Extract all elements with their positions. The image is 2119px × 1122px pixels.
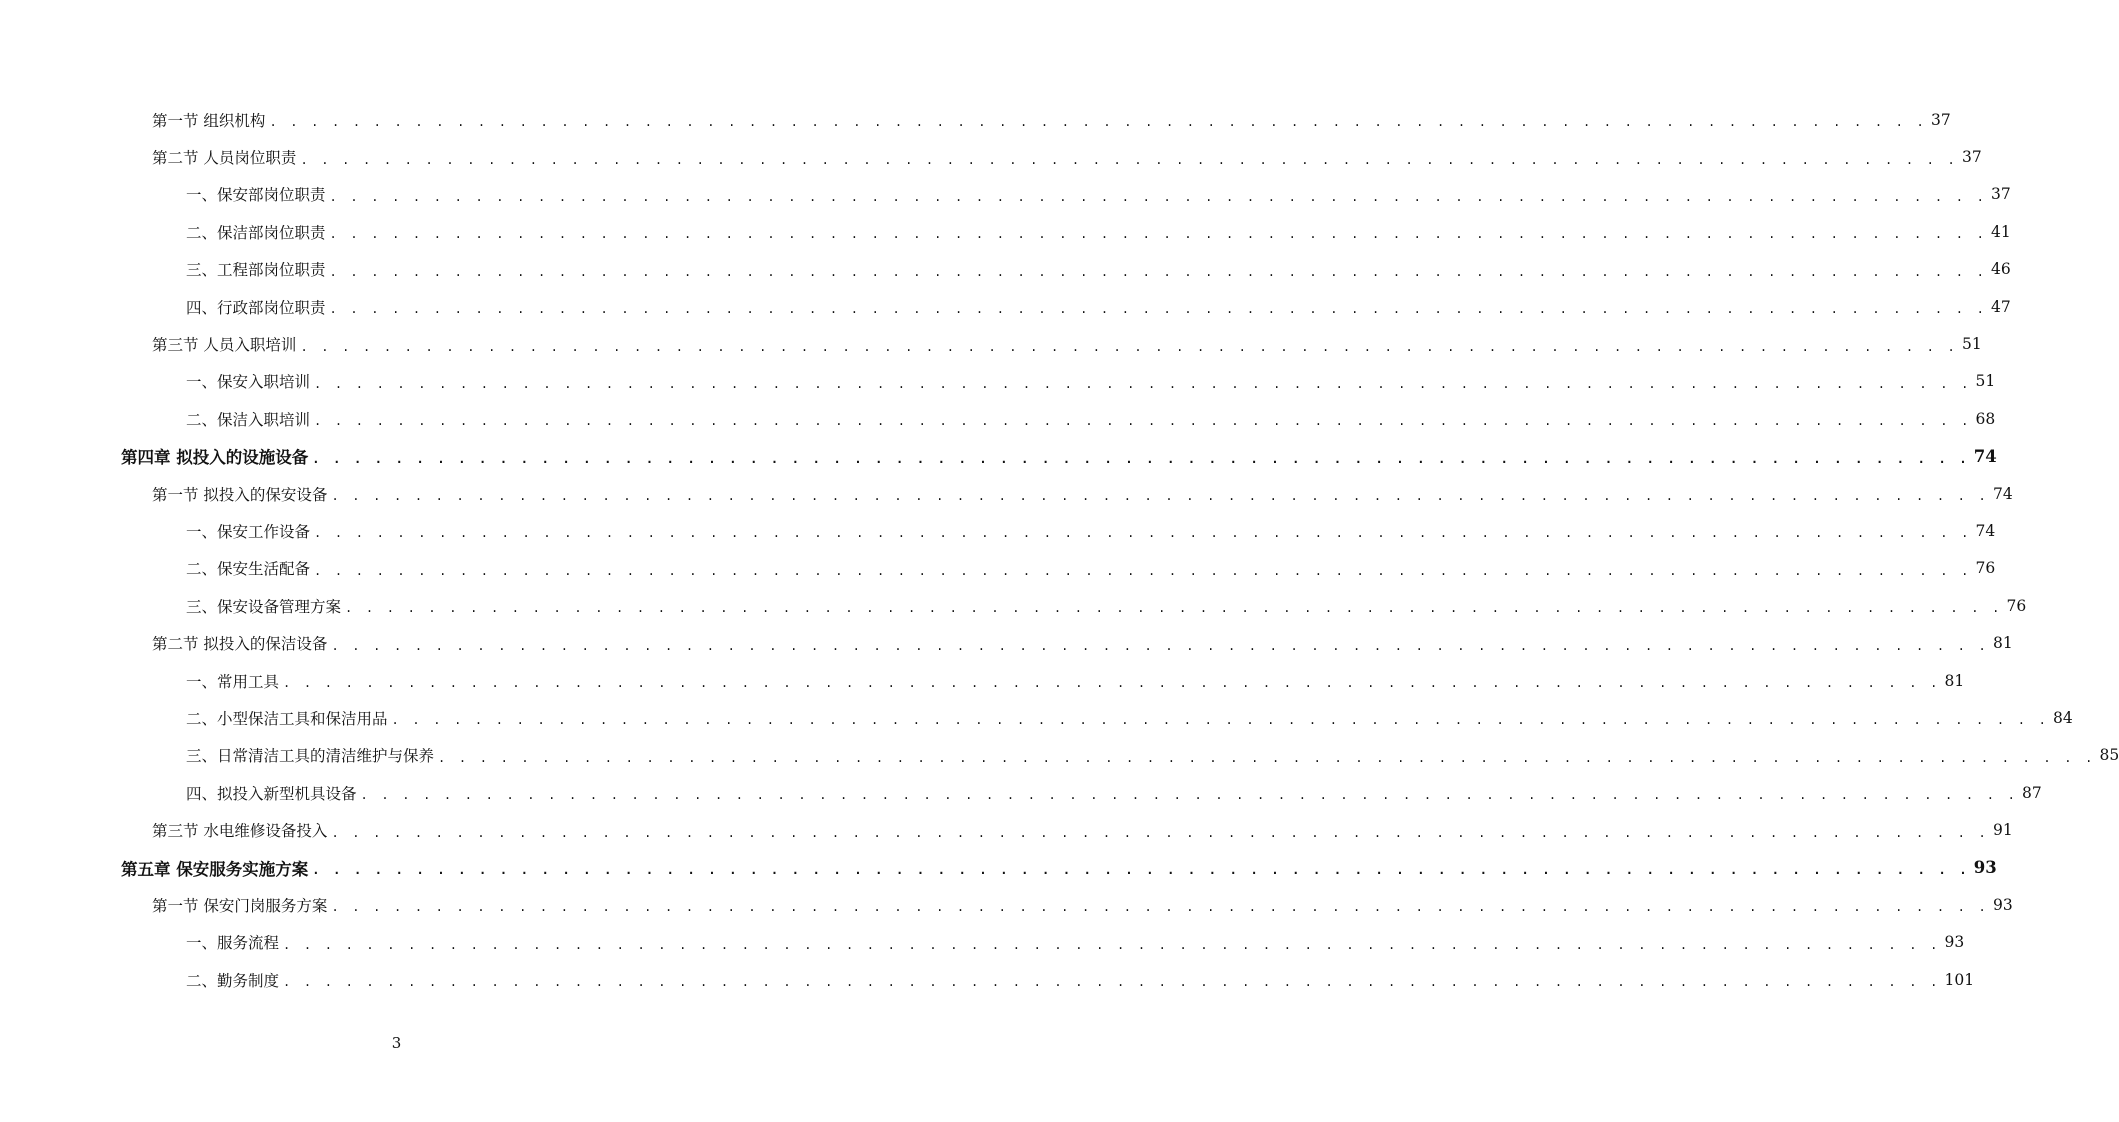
toc-subsection-entry[interactable] (0, 251, 2011, 288)
toc-entry-page-number: 74 (1975, 521, 1996, 540)
toc-chapter-entry[interactable] (0, 849, 1997, 886)
toc-section-entry[interactable] (0, 624, 2013, 661)
toc-entry-title: 一、保安入职培训 (186, 373, 311, 392)
toc-dot-leader: . . . . . . . . . . . . . . . . . . . . . . . . . . . . . . . . . . . . . . . . . . . . . . . . . . . . . . . . . . . . . . . . . . . . . . . . . . . . . . . . (331, 825, 1989, 840)
toc-dot-leader: . . . . . . . . . . . . . . . . . . . . . . . . . . . . . . . . . . . . . . . . . . . . . . . . . . . . . . . . . . . . . . . . . . . . . . . . . . . . . . . . (438, 750, 2096, 765)
toc-entry-title: 第三节 水电维修设备投入 (152, 822, 328, 841)
toc-section-entry[interactable] (0, 475, 2013, 512)
toc-section-entry[interactable] (0, 325, 1982, 362)
toc-subsection-entry[interactable] (0, 550, 1996, 587)
toc-dot-leader: . . . . . . . . . . . . . . . . . . . . . . . . . . . . . . . . . . . . . . . . . . . . . . . . . . . . . . . . . . . . . . . . . . . . . . . . . . . . . . . . (283, 975, 1941, 990)
toc-entry-page-number: 51 (1975, 372, 1996, 391)
toc-subsection-entry[interactable] (0, 699, 2073, 736)
toc-entry-page-number: 91 (1992, 821, 2013, 840)
toc-subsection-entry[interactable] (0, 774, 2042, 811)
toc-dot-leader: . . . . . . . . . . . . . . . . . . . . . . . . . . . . . . . . . . . . . . . . . . . . . . . . . . . . . . . . . . . . . . . . . . . . . . . . . . . . . . . . (329, 302, 1988, 317)
toc-entry-title: 一、保安部岗位职责 (186, 186, 326, 205)
table-of-contents (0, 101, 2119, 998)
toc-entry-title: 第四章 拟投入的设施设备 (121, 448, 309, 468)
toc-dot-leader: . . . . . . . . . . . . . . . . . . . . . . . . . . . . . . . . . . . . . . . . . . . . . . . . . . . . . . . . . . . . . . . . . . . . . . . . . . . . . . . . (391, 713, 2050, 728)
toc-entry-page-number: 37 (1961, 148, 1982, 167)
toc-section-entry[interactable] (0, 886, 2013, 923)
toc-section-entry[interactable] (0, 138, 1982, 175)
toc-entry-title: 二、保洁入职培训 (186, 410, 311, 429)
toc-dot-leader: . . . . . . . . . . . . . . . . . . . . . . . . . . . . . . . . . . . . . . . . . . . . . . . . . . . . . . . . . . . . . . . . . . . . . . . . . . . . . . . . (283, 937, 1941, 952)
toc-dot-leader: . . . . . . . . . . . . . . . . . . . . . . . . . . . . . . . . . . . . . . . . . . . . . . . . . . . . . . . . . . . . . . . . . . . . . . . . . . . . . . . . (300, 152, 1958, 167)
toc-subsection-entry[interactable] (0, 924, 1965, 961)
toc-entry-title: 四、拟投入新型机具设备 (186, 784, 357, 803)
toc-entry-page-number: 46 (1991, 260, 2011, 279)
toc-entry-page-number: 76 (2006, 596, 2027, 615)
toc-subsection-entry[interactable] (0, 213, 2011, 250)
toc-subsection-entry[interactable] (0, 961, 1975, 998)
toc-dot-leader: . . . . . . . . . . . . . . . . . . . . . . . . . . . . . . . . . . . . . . . . . . . . . . . . . . . . . . . . . . . . . . . . . . . . . . . . . . . . . . . . (283, 676, 1941, 691)
toc-dot-leader: . . . . . . . . . . . . . . . . . . . . . . . . . . . . . . . . . . . . . . . . . . . . . . . . . . . . . . . . . . . . . . . . . . . . . . . . . . . . . . . . (312, 863, 1970, 877)
toc-entry-page-number: 76 (1975, 559, 1996, 578)
toc-dot-leader: . . . . . . . . . . . . . . . . . . . . . . . . . . . . . . . . . . . . . . . . . . . . . . . . . . . . . . . . . . . . . . . . . . . . . . . . . . . . . . . . (329, 189, 1988, 204)
toc-entry-title: 二、小型保洁工具和保洁用品 (186, 709, 388, 728)
toc-subsection-entry[interactable] (0, 363, 1996, 400)
toc-entry-page-number: 37 (1930, 110, 1951, 129)
toc-entry-title: 三、日常清洁工具的清洁维护与保养 (186, 747, 435, 766)
toc-dot-leader: . . . . . . . . . . . . . . . . . . . . . . . . . . . . . . . . . . . . . . . . . . . . . . . . . . . . . . . . . . . . . . . . . . . . . . . . . . . . . . . . (314, 376, 1972, 391)
toc-entry-page-number: 101 (1944, 970, 1975, 989)
toc-entry-title: 二、保安生活配备 (186, 560, 311, 579)
toc-entry-title: 第一节 保安门岗服务方案 (152, 896, 328, 915)
toc-subsection-entry[interactable] (0, 400, 1996, 437)
toc-entry-title: 第一节 拟投入的保安设备 (152, 485, 328, 504)
toc-entry-page-number: 74 (1992, 484, 2013, 503)
toc-section-entry[interactable] (0, 811, 2013, 848)
toc-entry-title: 第二节 人员岗位职责 (152, 149, 297, 168)
toc-entry-title: 第五章 保安服务实施方案 (121, 859, 309, 879)
toc-section-entry[interactable] (0, 101, 1951, 138)
toc-entry-title: 四、行政部岗位职责 (186, 298, 326, 317)
toc-entry-page-number: 93 (1992, 895, 2013, 914)
toc-entry-title: 三、工程部岗位职责 (186, 261, 326, 280)
toc-dot-leader: . . . . . . . . . . . . . . . . . . . . . . . . . . . . . . . . . . . . . . . . . . . . . . . . . . . . . . . . . . . . . . . . . . . . . . . . . . . . . . . . (314, 414, 1972, 429)
toc-dot-leader: . . . . . . . . . . . . . . . . . . . . . . . . . . . . . . . . . . . . . . . . . . . . . . . . . . . . . . . . . . . . . . . . . . . . . . . . . . . . . . . . (314, 526, 1972, 541)
toc-subsection-entry[interactable] (0, 288, 2011, 325)
toc-subsection-entry[interactable] (0, 737, 2119, 774)
toc-entry-page-number: 93 (1973, 858, 1997, 877)
toc-dot-leader: . . . . . . . . . . . . . . . . . . . . . . . . . . . . . . . . . . . . . . . . . . . . . . . . . . . . . . . . . . . . . . . . . . . . . . . . . . . . . . . . (331, 638, 1989, 653)
toc-entry-title: 一、服务流程 (186, 934, 280, 953)
toc-entry-page-number: 93 (1944, 933, 1965, 952)
toc-entry-title: 二、勤务制度 (186, 971, 280, 990)
toc-entry-page-number: 87 (2022, 783, 2042, 802)
toc-entry-page-number: 84 (2053, 708, 2073, 727)
toc-entry-page-number: 47 (1991, 297, 2011, 316)
page-number: 3 (391, 1034, 402, 1052)
toc-subsection-entry[interactable] (0, 512, 1996, 549)
toc-dot-leader: . . . . . . . . . . . . . . . . . . . . . . . . . . . . . . . . . . . . . . . . . . . . . . . . . . . . . . . . . . . . . . . . . . . . . . . . . . . . . . . . (360, 788, 2019, 803)
toc-entry-title: 一、保安工作设备 (186, 522, 311, 541)
toc-entry-title: 第一节 组织机构 (152, 111, 266, 130)
toc-dot-leader: . . . . . . . . . . . . . . . . . . . . . . . . . . . . . . . . . . . . . . . . . . . . . . . . . . . . . . . . . . . . . . . . . . . . . . . . . . . . . . . . (331, 900, 1989, 915)
toc-dot-leader: . . . . . . . . . . . . . . . . . . . . . . . . . . . . . . . . . . . . . . . . . . . . . . . . . . . . . . . . . . . . . . . . . . . . . . . . . . . . . . . . (314, 563, 1972, 578)
toc-dot-leader: . . . . . . . . . . . . . . . . . . . . . . . . . . . . . . . . . . . . . . . . . . . . . . . . . . . . . . . . . . . . . . . . . . . . . . . . . . . . . . . . (329, 264, 1988, 279)
toc-dot-leader: . . . . . . . . . . . . . . . . . . . . . . . . . . . . . . . . . . . . . . . . . . . . . . . . . . . . . . . . . . . . . . . . . . . . . . . . . . . . . . . . (345, 601, 2003, 616)
toc-subsection-entry[interactable] (0, 176, 2011, 213)
toc-entry-page-number: 85 (2099, 746, 2119, 765)
toc-entry-title: 二、保洁部岗位职责 (186, 223, 326, 242)
toc-subsection-entry[interactable] (0, 662, 1965, 699)
toc-dot-leader: . . . . . . . . . . . . . . . . . . . . . . . . . . . . . . . . . . . . . . . . . . . . . . . . . . . . . . . . . . . . . . . . . . . . . . . . . . . . . . . . (329, 227, 1988, 242)
toc-subsection-entry[interactable] (0, 587, 2027, 624)
toc-entry-title: 一、常用工具 (186, 672, 280, 691)
toc-entry-page-number: 37 (1991, 185, 2011, 204)
toc-dot-leader: . . . . . . . . . . . . . . . . . . . . . . . . . . . . . . . . . . . . . . . . . . . . . . . . . . . . . . . . . . . . . . . . . . . . . . . . . . . . . . . . (269, 115, 1927, 130)
toc-entry-page-number: 68 (1975, 409, 1996, 428)
toc-entry-page-number: 41 (1991, 222, 2011, 241)
toc-entry-page-number: 81 (1944, 671, 1965, 690)
toc-entry-page-number: 74 (1973, 446, 1997, 466)
toc-entry-title: 三、保安设备管理方案 (186, 597, 342, 616)
toc-entry-page-number: 51 (1961, 335, 1982, 354)
toc-dot-leader: . . . . . . . . . . . . . . . . . . . . . . . . . . . . . . . . . . . . . . . . . . . . . . . . . . . . . . . . . . . . . . . . . . . . . . . . . . . . . . . . (312, 451, 1970, 466)
toc-entry-page-number: 81 (1992, 634, 2013, 653)
toc-chapter-entry[interactable] (0, 438, 1997, 475)
toc-entry-title: 第三节 人员入职培训 (152, 336, 297, 355)
toc-dot-leader: . . . . . . . . . . . . . . . . . . . . . . . . . . . . . . . . . . . . . . . . . . . . . . . . . . . . . . . . . . . . . . . . . . . . . . . . . . . . . . . . (300, 339, 1958, 354)
toc-dot-leader: . . . . . . . . . . . . . . . . . . . . . . . . . . . . . . . . . . . . . . . . . . . . . . . . . . . . . . . . . . . . . . . . . . . . . . . . . . . . . . . . (331, 489, 1989, 504)
toc-entry-title: 第二节 拟投入的保洁设备 (152, 635, 328, 654)
